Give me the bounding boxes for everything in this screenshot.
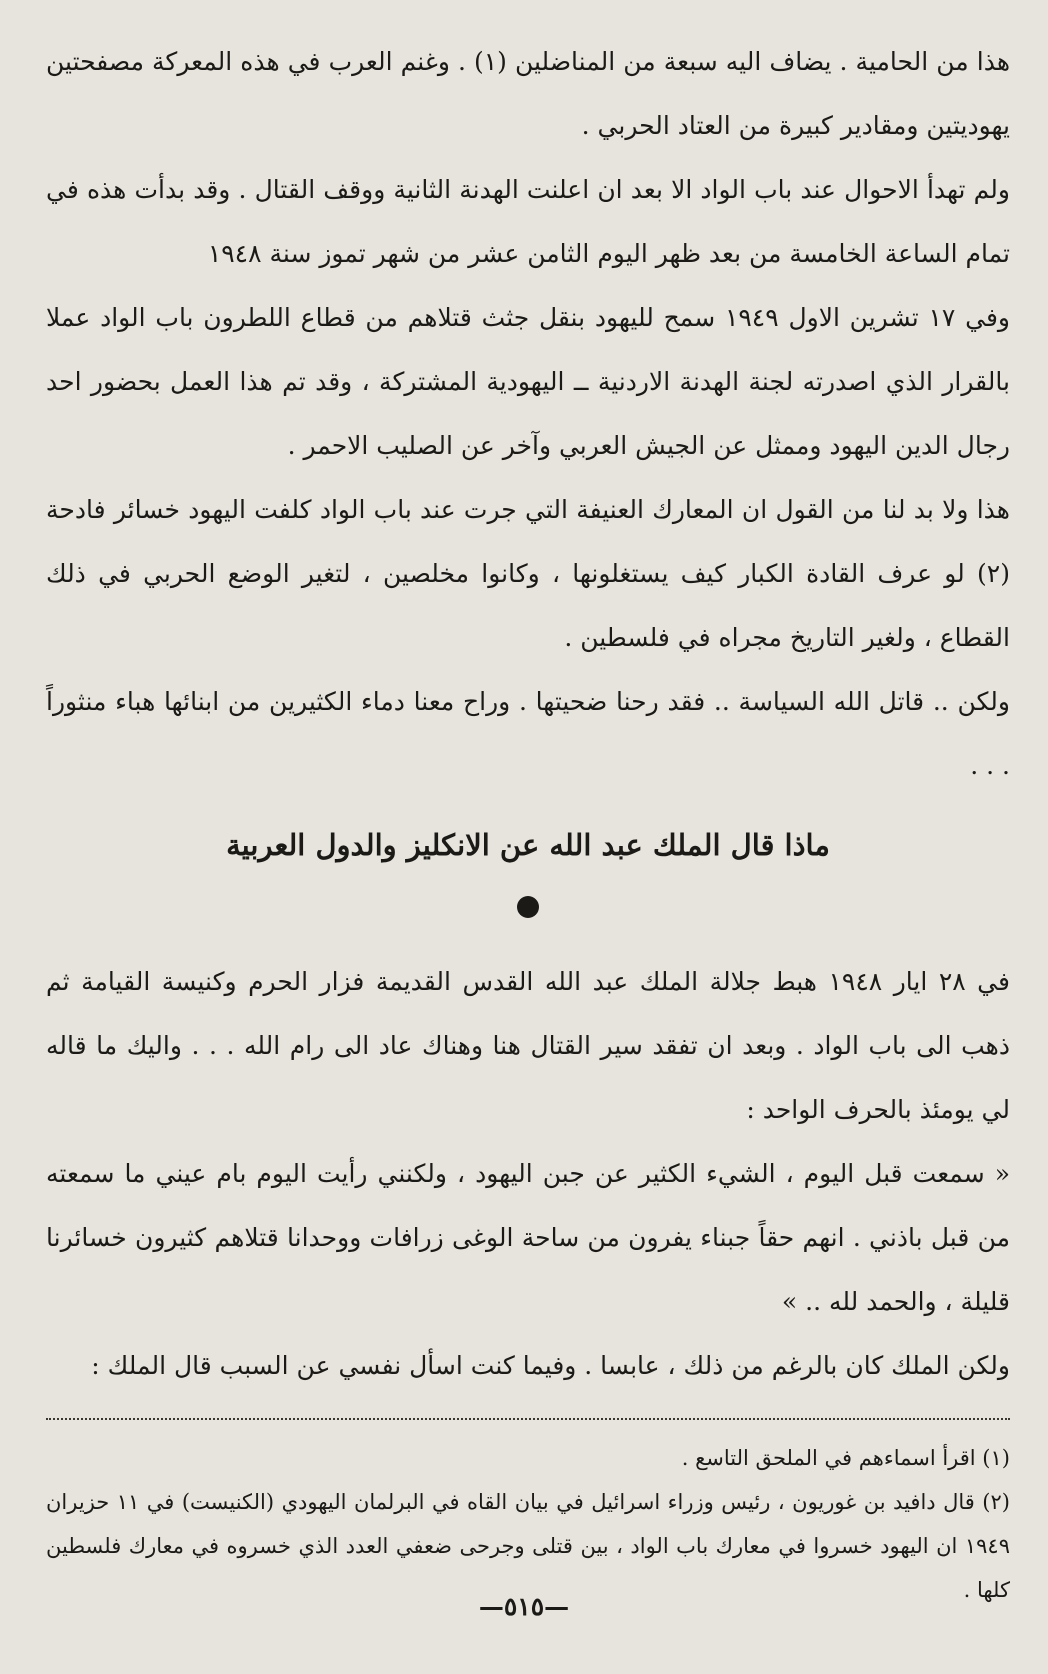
footnote-2: (٢) قال دافيد بن غوريون ، رئيس وزراء اسرائيل في بيان القاه في البرلمان اليهودي (الكنيست) في ١١ حزيران ١٩٤٩ ان اليهود خسروا في معارك باب الواد ، بين قتلى وجرحى ضعفي العدد الذي خسروه في معارك فلسطين كلها .: [46, 1490, 1010, 1602]
paragraph-king-quote: « سمعت قبل اليوم ، الشيء الكثير عن جبن اليهود ، ولكنني رأيت اليوم بام عيني ما سمعته من قبل باذني . انهم حقاً جبناء يفرون من ساحة الوغى زرافات ووحدانا قتلاهم كثيرون خسائرنا قليلة ، والحمد لله .. »: [46, 1159, 1010, 1316]
paragraph-second-truce: ولم تهدأ الاحوال عند باب الواد الا بعد ان اعلنت الهدنة الثانية ووقف القتال . وقد بدأت هذه في تمام الساعة الخامسة من بعد ظهر اليوم الثامن عشر من شهر تموز سنة ١٩٤٨: [46, 175, 1010, 268]
paragraph-king-frowning: ولكن الملك كان بالرغم من ذلك ، عابسا . وفيما كنت اسأل نفسي عن السبب قال الملك :: [91, 1351, 1010, 1380]
footnote-1: (١) اقرأ اسماءهم في الملحق التاسع .: [681, 1446, 1010, 1470]
paragraph-politics: ولكن .. قاتل الله السياسة .. فقد رحنا ضحيتها . وراح معنا دماء الكثيرين من ابنائها هباء منثوراً . . .: [46, 687, 1010, 780]
paragraph-heavy-losses: هذا ولا بد لنا من القول ان المعارك العنيفة التي جرت عند باب الواد كلفت اليهود خسائر فادحة (٢) لو عرف القادة الكبار كيف يستغلونها ، وكانوا مخلصين ، لتغير الوضع الحربي في ذلك القطاع ، ولغير التاريخ مجراه في فلسطين .: [46, 495, 1010, 652]
paragraph-battle-spoils: هذا من الحامية . يضاف اليه سبعة من المناضلين (١) . وغنم العرب في هذه المعركة مصفحتين يهوديتين ومقادير كبيرة من العتاد الحربي .: [46, 47, 1010, 140]
page-number: —٥١٥—: [478, 1592, 570, 1621]
paragraph-king-visit: في ٢٨ ايار ١٩٤٨ هبط جلالة الملك عبد الله القدس القديمة فزار الحرم وكنيسة القيامة ثم ذهب الى باب الواد . وبعد ان تفقد سير القتال هنا وهناك عاد الى رام الله . . . واليك ما قاله لي يومئذ بالحرف الواحد :: [46, 967, 1010, 1124]
paragraph-bodies-transfer: وفي ١٧ تشرين الاول ١٩٤٩ سمح لليهود بنقل جثث قتلاهم من قطاع اللطرون باب الواد عملا بالقرار الذي اصدرته لجنة الهدنة الاردنية ــ اليهودية المشتركة ، وقد تم هذا العمل بحضور احد رجال الدين اليهود وممثل عن الجيش العربي وآخر عن الصليب الاحمر .: [46, 303, 1011, 460]
section-heading: ماذا قال الملك عبد الله عن الانكليز والدول العربية: [226, 828, 830, 862]
section-ornament-dot: [517, 896, 539, 918]
footnote-divider: [46, 1418, 1010, 1420]
